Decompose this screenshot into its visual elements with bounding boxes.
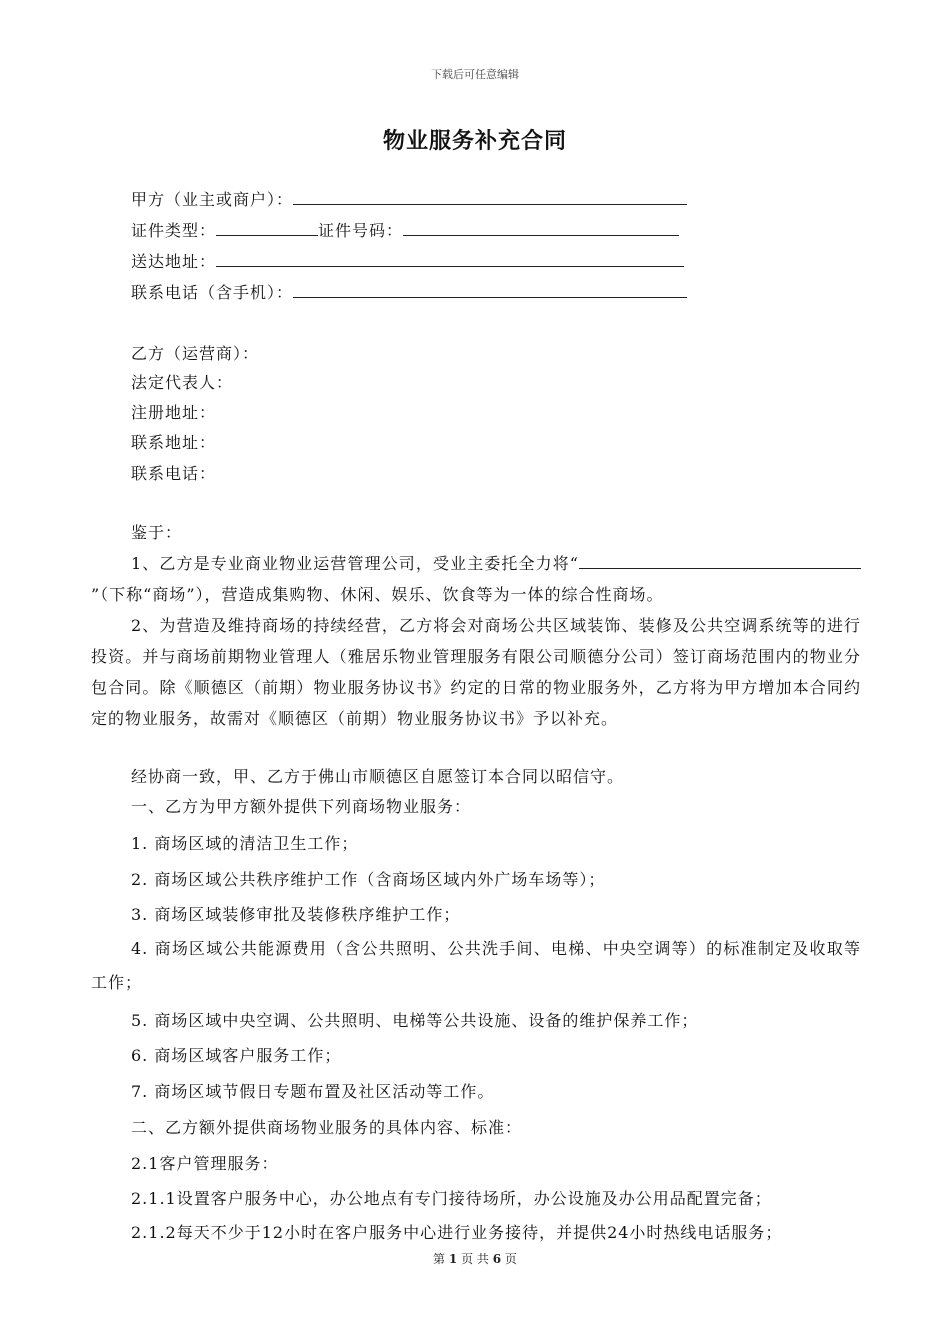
address-label: 送达地址： — [131, 252, 217, 271]
footer-total-pages: 6 — [492, 1252, 502, 1266]
party-b-name: 乙方（运营商）： — [131, 344, 260, 363]
party-b-reg-address: 注册地址： — [131, 403, 217, 422]
mall-name-blank-2[interactable] — [801, 552, 861, 569]
party-a-address-line — [131, 250, 684, 273]
address-blank[interactable] — [216, 250, 684, 267]
party-a-name-label: 甲方（业主或商户）： — [131, 190, 294, 209]
mall-name-blank-1[interactable] — [579, 552, 801, 569]
id-type-blank[interactable] — [216, 219, 318, 236]
footer-prefix: 第 — [433, 1252, 446, 1266]
phone-label: 联系电话（含手机）： — [131, 283, 294, 302]
footer-suffix: 页 — [504, 1252, 517, 1266]
party-b-contact-address: 联系地址： — [131, 433, 217, 452]
party-b-rep: 法定代表人： — [131, 373, 234, 392]
id-number-blank[interactable] — [403, 219, 679, 236]
paragraph-1-start: 1、乙方是专业商业物业运营管理公司，受业主委托全力将“ — [131, 554, 579, 573]
party-b-phone: 联系电话： — [131, 464, 217, 483]
service-item-3: 3. 商场区域装修审批及装修秩序维护工作； — [131, 905, 461, 924]
page-footer — [0, 1250, 950, 1267]
service-item-6: 6. 商场区域客户服务工作； — [131, 1046, 342, 1065]
party-a-id-line — [131, 219, 679, 242]
party-a-name-line — [131, 188, 687, 211]
service-item-7: 7. 商场区域节假日专题布置及社区活动等工作。 — [131, 1082, 495, 1101]
section-2-1-1: 2.1.1设置客户服务中心，办公地点有专门接待场所，办公设施及办公用品配置完备； — [131, 1189, 772, 1208]
paragraph-1-end: ”（下称“商场”），营造成集购物、休闲、娱乐、饮食等为一体的综合性商场。 — [91, 585, 664, 604]
service-item-2: 2. 商场区域公共秩序维护工作（含商场区域内外广场车场等）； — [131, 870, 606, 889]
id-number-label: 证件号码： — [318, 221, 404, 240]
phone-blank[interactable] — [293, 281, 687, 298]
whereas-heading: 鉴于： — [131, 523, 183, 542]
service-item-4: 4. 商场区域公共能源费用（含公共照明、公共洗手间、电梯、中央空调等）的标准制定及收取等工作； — [91, 939, 861, 992]
footer-page-number: 1 — [448, 1252, 458, 1266]
id-type-label: 证件类型： — [131, 221, 217, 240]
party-a-name-blank[interactable] — [293, 188, 687, 205]
party-a-phone-line — [131, 281, 687, 304]
section-1-heading: 一、乙方为甲方额外提供下列商场物业服务： — [131, 797, 472, 816]
header-note: 下载后可任意编辑 — [431, 68, 519, 81]
service-item-5: 5. 商场区域中央空调、公共照明、电梯等公共设施、设备的维护保养工作； — [131, 1011, 699, 1030]
section-2-1-2: 2.1.2每天不少于12小时在客户服务中心进行业务接待，并提供24小时热线电话服务； — [131, 1223, 783, 1242]
section-2-heading: 二、乙方额外提供商场物业服务的具体内容、标准： — [131, 1118, 523, 1137]
footer-mid: 页 共 — [461, 1252, 489, 1266]
paragraph-3: 经协商一致，甲、乙方于佛山市顺德区自愿签订本合同以昭信守。 — [131, 767, 625, 786]
paragraph-2: 2、为营造及维持商场的持续经营，乙方将会对商场公共区域装饰、装修及公共空调系统等的进行投资。并与商场前期物业管理人（雅居乐物业管理服务有限公司顺德分公司）签订商场范围内的物业分包合同。除《顺德区（前期）物业服务协议书》约定的日常的物业服务外，乙方将为甲方增加本合同约定的物业服务，故需对《顺德区（前期）物业服务协议书》予以补充。 — [91, 616, 861, 728]
document-title: 物业服务补充合同 — [382, 128, 567, 154]
paragraph-1 — [91, 548, 861, 610]
section-2-1-heading: 2.1客户管理服务： — [131, 1154, 279, 1173]
service-item-1: 1. 商场区域的清洁卫生工作； — [131, 834, 359, 853]
